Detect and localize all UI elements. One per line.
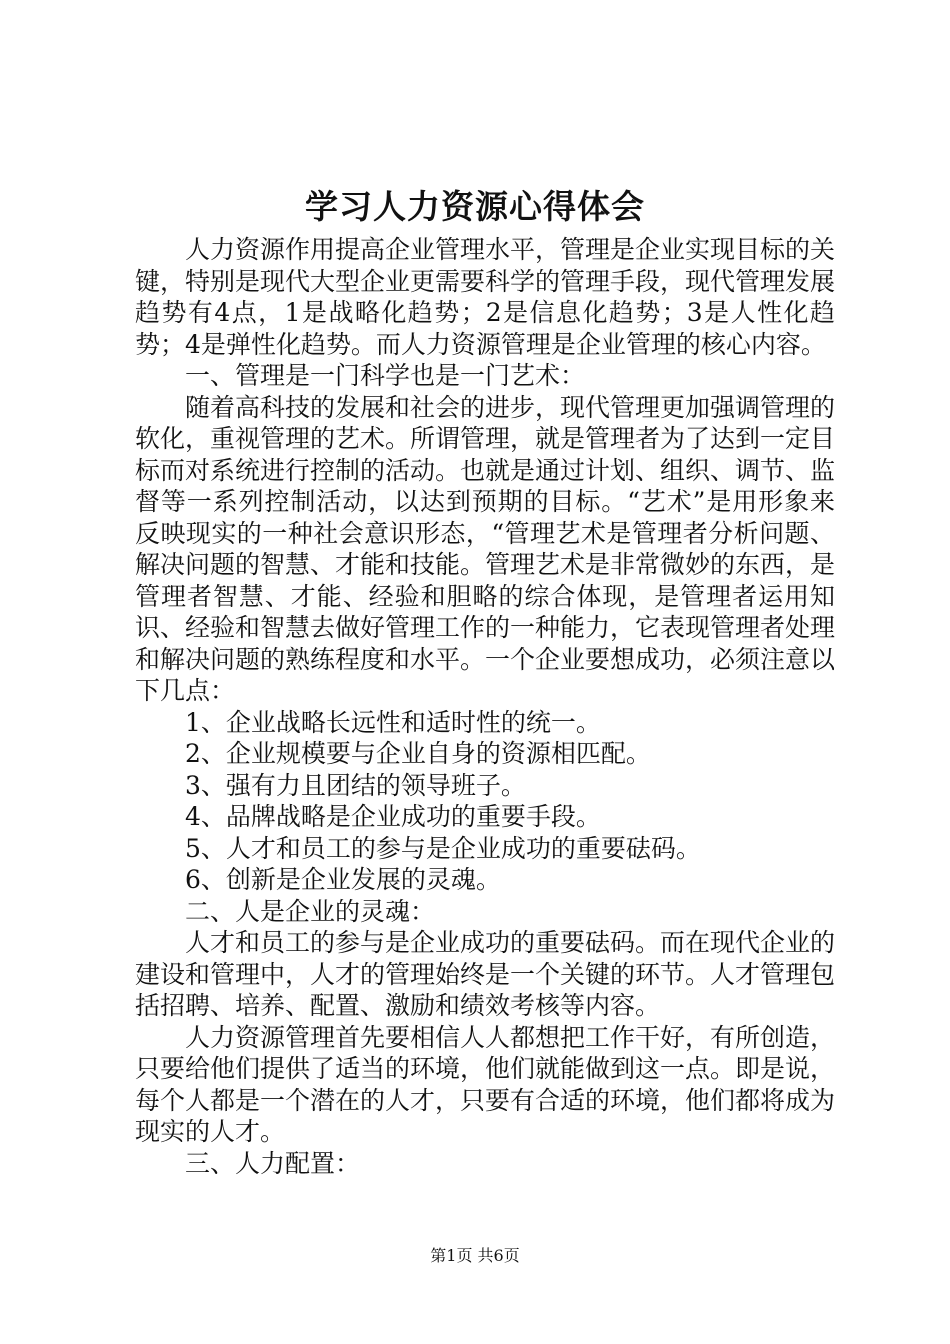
- list-item: 5、人才和员工的参与是企业成功的重要砝码。: [185, 833, 701, 863]
- section-heading-2: 二、人是企业的灵魂：: [185, 896, 436, 926]
- list-item: 4、品牌战略是企业成功的重要手段。: [185, 802, 601, 831]
- list-item: 6、创新是企业发展的灵魂。: [185, 865, 501, 894]
- paragraph-hr-management: 人力资源管理首先要相信人人都想把工作干好，有所创造，只要给他们提供了适当的环境，他们就能做到这一点。即是说，每个人都是一个潜在的人才，只要有合适的环境，他们都将成为现实的人才。: [135, 1022, 836, 1146]
- paragraph-talent: 人才和员工的参与是企业成功的重要砝码。而在现代企业的建设和管理中，人才的管理始终是一个关键的环节。人才管理包括招聘、培养、配置、激励和绩效考核等内容。: [135, 928, 836, 1020]
- section-heading-3: 三、人力配置：: [185, 1148, 361, 1178]
- page-footer: 第1页 共6页: [430, 1246, 520, 1265]
- paragraph-intro: 人力资源作用提高企业管理水平，管理是企业实现目标的关键，特别是现代大型企业更需要科学的管理手段，现代管理发展趋势有4点，1是战略化趋势；2是信息化趋势；3是人性化趋势；4是弹性化趋势。而人力资源管理是企业管理的核心内容。: [135, 235, 836, 359]
- document-title: 学习人力资源心得体会: [305, 187, 645, 226]
- document-body: [135, 234, 835, 1179]
- paragraph-management-art: 随着高科技的发展和社会的进步，现代管理更加强调管理的软化，重视管理的艺术。所谓管理，就是管理者为了达到一定目标而对系统进行控制的活动。也就是通过计划、组织、调节、监督等一系列控制活动，以达到预期的目标。“艺术”是用形象来反映现实的一种社会意识形态，“管理艺术是管理者分析问题、解决问题的智慧、才能和技能。管理艺术是非常微妙的东西，是管理者智慧、才能、经验和胆略的综合体现，是管理者运用知识、经验和智慧去做好管理工作的一种能力，它表现管理者处理和解决问题的熟练程度和水平。一个企业要想成功，必须注意以下几点：: [135, 392, 836, 705]
- list-item: 3、强有力且团结的领导班子。: [185, 770, 526, 800]
- section-heading-1: 一、管理是一门科学也是一门艺术：: [185, 361, 586, 390]
- list-item: 2、企业规模要与企业自身的资源相匹配。: [185, 739, 651, 768]
- list-item: 1、企业战略长远性和适时性的统一。: [185, 707, 601, 737]
